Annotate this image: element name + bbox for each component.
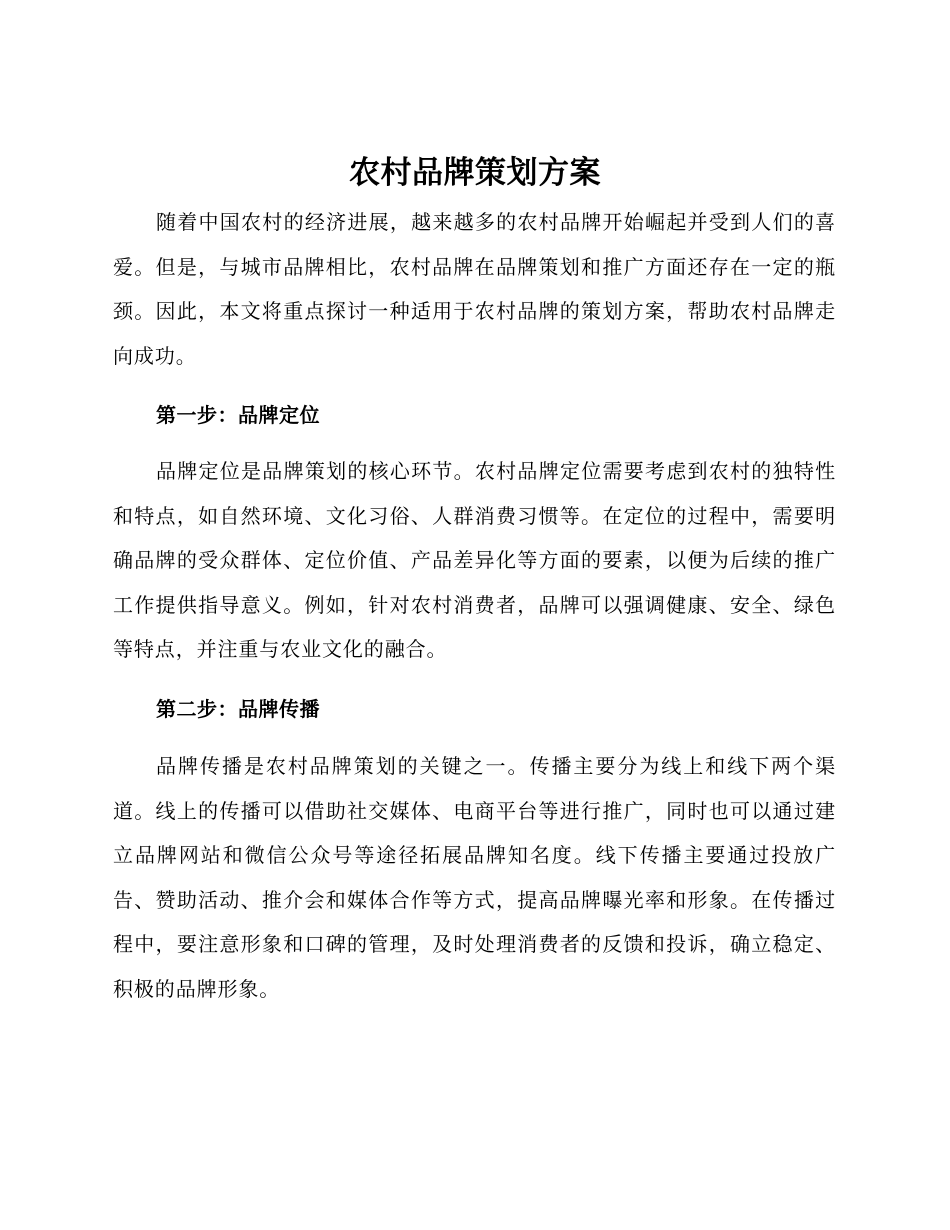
section-body-communication: 品牌传播是农村品牌策划的关键之一。传播主要分为线上和线下两个渠道。线上的传播可以借助社交媒体、电商平台等进行推广，同时也可以通过建立品牌网站和微信公众号等途径拓展品牌知名度。线下传播主要通过投放广告、赞助活动、推介会和媒体合作等方式，提高品牌曝光率和形象。在传播过程中，要注意形象和口碑的管理，及时处理消费者的反馈和投诉，确立稳定、积极的品牌形象。 <box>113 754 836 1001</box>
section-heading-communication: 第二步：品牌传播 <box>156 697 320 721</box>
document-title: 农村品牌策划方案 <box>349 155 601 191</box>
section-body-positioning: 品牌定位是品牌策划的核心环节。农村品牌定位需要考虑到农村的独特性和特点，如自然环境、文化习俗、人群消费习惯等。在定位的过程中，需要明确品牌的受众群体、定位价值、产品差异化等方面的要素，以便为后续的推广工作提供指导意义。例如，针对农村消费者，品牌可以强调健康、安全、绿色等特点，并注重与农业文化的融合。 <box>113 459 836 661</box>
intro-paragraph: 随着中国农村的经济进展，越来越多的农村品牌开始崛起并受到人们的喜爱。但是，与城市品牌相比，农村品牌在品牌策划和推广方面还存在一定的瓶颈。因此，本文将重点探讨一种适用于农村品牌的策划方案，帮助农村品牌走向成功。 <box>113 210 836 368</box>
section-heading-positioning: 第一步：品牌定位 <box>156 403 320 427</box>
